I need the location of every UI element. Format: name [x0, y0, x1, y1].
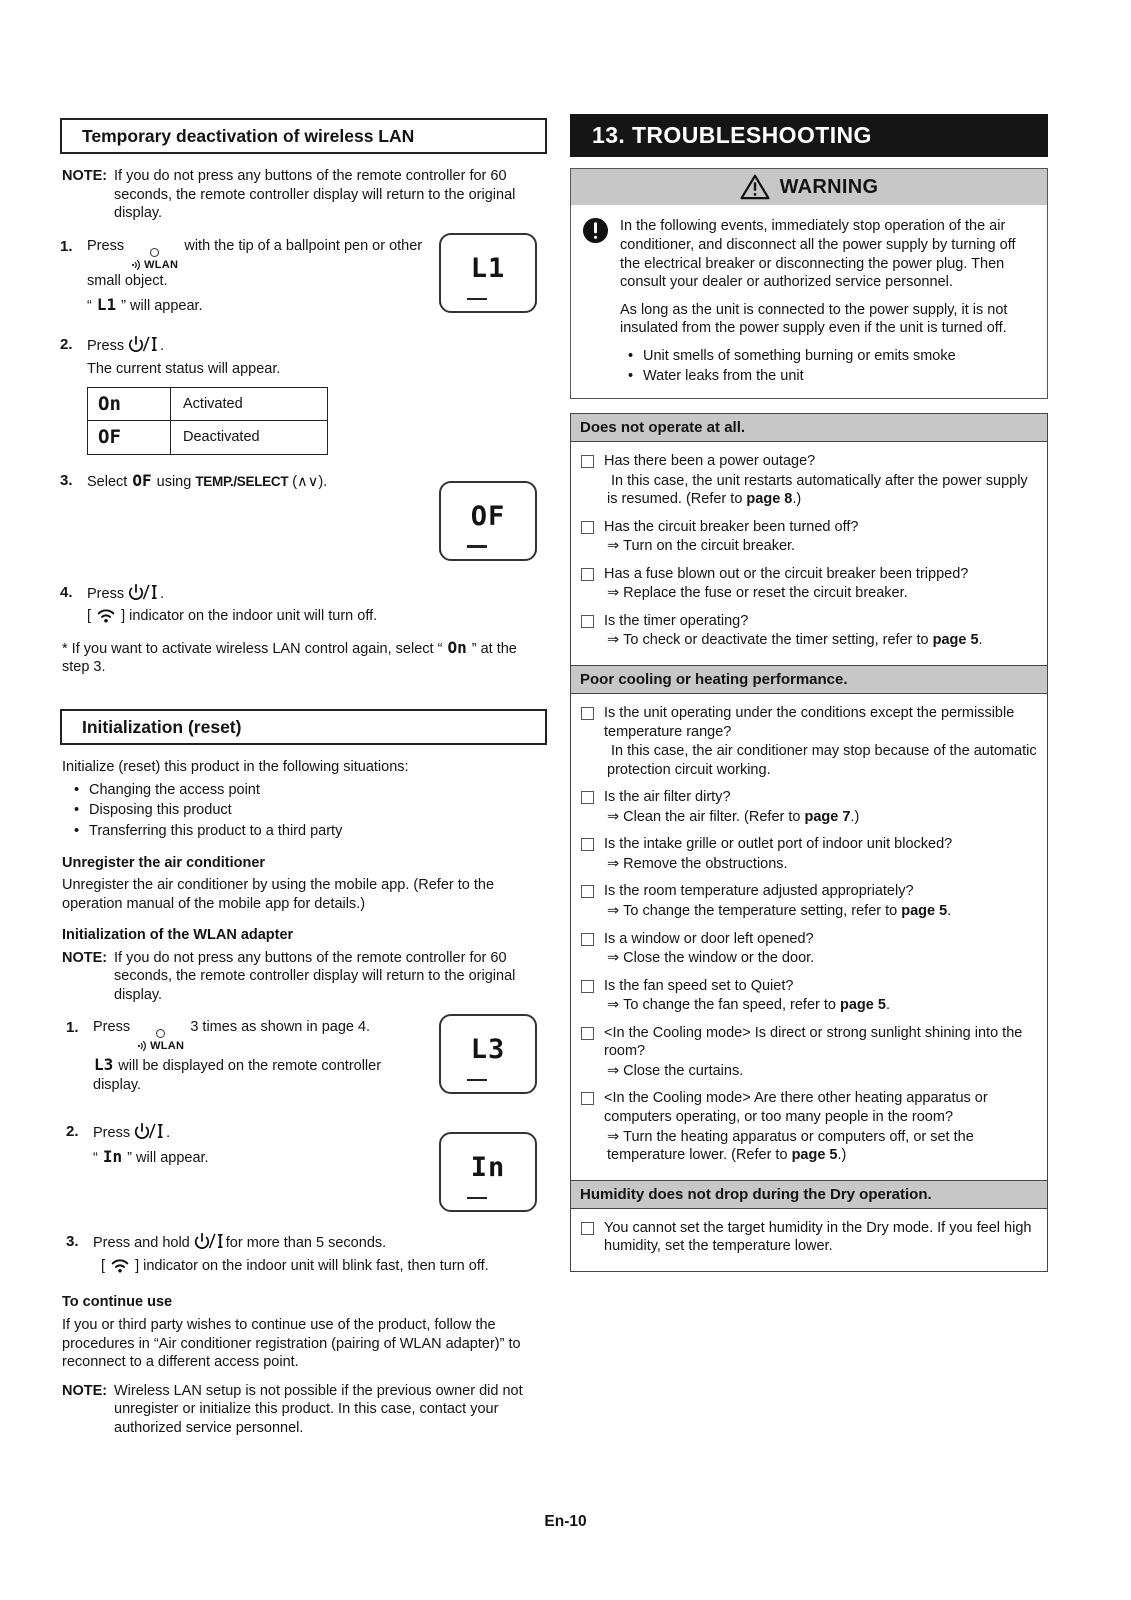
- status-table: [87, 387, 328, 455]
- step-subtext: [87, 607, 547, 626]
- step-text-post: .: [160, 338, 165, 355]
- step-subtext: [93, 1147, 427, 1168]
- trouble-answer: In this case, the unit restarts automatically after the power supply is resumed. (Refer to page 8.): [607, 472, 1028, 508]
- wlan-button-icon: [130, 248, 178, 272]
- arrow-icon: ⇒: [607, 997, 620, 1014]
- arrow-icon: ⇒: [607, 538, 620, 555]
- trouble-answer: ⇒ Close the window or the door.: [607, 950, 815, 967]
- step-text-post: .: [160, 585, 165, 602]
- page-ref: page 5: [791, 1147, 838, 1164]
- note-block: [62, 167, 547, 223]
- checkbox-icon: [581, 1092, 594, 1105]
- trouble-question: Is the unit operating under the conditions except the permissible temperature range?: [604, 705, 1015, 740]
- step-text-pre: Press: [93, 1125, 131, 1142]
- trouble-answer: ⇒ To change the temperature setting, refer to page 5.: [607, 903, 952, 920]
- status-code: OF: [88, 421, 171, 454]
- trouble-answer: ⇒ To change the fan speed, refer to page 5.: [607, 997, 890, 1014]
- step-text: [87, 471, 427, 492]
- button-hole-icon: [156, 1029, 165, 1038]
- step-2: [60, 335, 547, 459]
- trouble-item: [579, 704, 1037, 779]
- step-text: [93, 1018, 427, 1053]
- trouble-answer: ⇒ Turn the heating apparatus or computers off, or set the temperature lower. (Refer to page 5.): [607, 1128, 974, 1164]
- step-text-pre: Press and hold: [93, 1235, 190, 1252]
- page-ref: page 8: [746, 491, 793, 508]
- bullet-icon: •: [74, 822, 80, 839]
- step-text: [87, 237, 427, 291]
- step-number: 2.: [60, 336, 73, 354]
- trouble-item: [579, 835, 1037, 873]
- step-text-pre: Select: [87, 473, 128, 490]
- trouble-item: [579, 1089, 1037, 1164]
- arrow-icon: ⇒: [607, 585, 620, 602]
- warning-paragraph-1: In the following events, immediately stop operation of the air conditioner, and disconnect all the power supply by turning off the electrical breaker or disconnecting the power plug. Then consult your dealer or authorized service personnel.: [620, 218, 1016, 291]
- list-item: [628, 367, 1035, 386]
- list-item: [74, 822, 547, 841]
- trouble-item: [579, 882, 1037, 920]
- bracket-open: [: [87, 608, 92, 625]
- trouble-answer: ⇒ Clean the air filter. (Refer to page 7.): [607, 808, 860, 825]
- trouble-item: [579, 1219, 1037, 1256]
- power-icon: [134, 1122, 166, 1140]
- trouble-question: Has there been a power outage?: [604, 453, 816, 469]
- checkbox-icon: [581, 1027, 594, 1040]
- bullet-icon: •: [74, 781, 80, 798]
- quote-open: “: [93, 1149, 98, 1166]
- checkbox-icon: [581, 838, 594, 851]
- trouble-question: You cannot set the target humidity in the Dry mode. If you feel high humidity, set the temperature lower.: [604, 1219, 1032, 1255]
- step-text: [87, 335, 547, 356]
- segment-glyph: On: [447, 637, 467, 657]
- bracket-close-text: ] indicator on the indoor unit will turn off.: [121, 608, 378, 625]
- trouble-answer: ⇒ Turn on the circuit breaker.: [607, 538, 796, 555]
- checkbox-icon: [581, 933, 594, 946]
- quote-open: “: [87, 297, 92, 314]
- step-body: [93, 1018, 427, 1104]
- step-number: 3.: [66, 1233, 79, 1251]
- step-subtext: [93, 1055, 427, 1094]
- trouble-question: Is a window or door left opened?: [604, 930, 814, 947]
- paragraph-continue-use: If you or third party wishes to continue use of the product, follow the procedures in “Air conditioner registration (pairing of WLAN adapter)” to reconnect to a different access point.: [62, 1316, 521, 1371]
- step-number: 3.: [60, 471, 73, 489]
- step-number: 1.: [66, 1019, 79, 1037]
- trouble-answer: ⇒ Replace the fuse or reset the circuit breaker.: [607, 585, 908, 602]
- step-text-post: 3 times as shown in page 4.: [190, 1019, 371, 1036]
- display-dash: [467, 1079, 487, 1082]
- trouble-question: Has a fuse blown out or the circuit breaker been tripped?: [604, 565, 969, 582]
- trouble-question: Is the air filter dirty?: [604, 789, 731, 806]
- trouble-question: Has the circuit breaker been turned off?: [604, 518, 859, 535]
- display-dash: [467, 1197, 487, 1200]
- trouble-question: Is the fan speed set to Quiet?: [604, 977, 794, 994]
- step-text: [87, 583, 547, 604]
- step-text-post: (∧∨).: [292, 473, 328, 490]
- note-text: If you do not press any buttons of the remote controller for 60 seconds, the remote controller display will return to the original display.: [114, 949, 516, 1003]
- note-text: If you do not press any buttons of the remote controller for 60 seconds, the remote controller display will return to the original display.: [114, 168, 516, 222]
- step-number: 1.: [60, 238, 73, 256]
- checkbox-icon: [581, 885, 594, 898]
- trouble-answer: ⇒ To check or deactivate the timer setting, refer to page 5.: [607, 632, 983, 649]
- warning-header: [571, 169, 1047, 205]
- warning-text: [620, 217, 1035, 389]
- bullet-icon: •: [628, 347, 634, 364]
- step-body: [87, 583, 547, 626]
- remote-display: [439, 1014, 537, 1094]
- step-body: [87, 471, 427, 557]
- step-1: [60, 237, 547, 323]
- status-label: Activated: [171, 388, 328, 421]
- trouble-question: <In the Cooling mode> Are there other heating apparatus or computers operating, or too many people in the room?: [604, 1090, 988, 1125]
- footnote-post: ” at the step 3.: [62, 640, 517, 676]
- init-bullet-list: [60, 781, 547, 841]
- power-icon: [194, 1232, 226, 1250]
- wifi-indicator-icon: [109, 1257, 131, 1273]
- section-title-initialization: Initialization (reset): [60, 709, 547, 745]
- warning-bullet-list: [620, 347, 1035, 386]
- display-glyph: L3: [470, 1034, 506, 1066]
- trouble-question: Is the intake grille or outlet port of indoor unit blocked?: [604, 836, 953, 853]
- power-icon: [128, 335, 160, 353]
- segment-glyph: L3: [94, 1055, 114, 1075]
- step-text: [93, 1232, 547, 1253]
- bullet-text: Transferring this product to a third party: [89, 822, 343, 839]
- checkbox-icon: [581, 568, 594, 581]
- step-subtext: The current status will appear.: [87, 360, 281, 377]
- step-text-post: for more than 5 seconds.: [225, 1235, 387, 1252]
- step-body: [87, 237, 427, 323]
- segment-glyph: L1: [96, 294, 117, 314]
- page-ref: page 5: [901, 903, 948, 920]
- arrow-icon: ⇒: [607, 950, 620, 967]
- right-column: [570, 114, 1048, 1272]
- bullet-text: Unit smells of something burning or emits smoke: [643, 347, 956, 364]
- trouble-question: Is the room temperature adjusted appropriately?: [604, 883, 914, 900]
- warning-title: WARNING: [779, 175, 879, 198]
- checkbox-icon: [581, 1222, 594, 1235]
- bullet-icon: •: [628, 368, 634, 385]
- step-text-pre: Press: [87, 585, 125, 602]
- troubleshooting-table: [570, 413, 1048, 1272]
- bullet-text: Water leaks from the unit: [643, 368, 804, 385]
- left-column: [60, 118, 547, 1451]
- step-body: [93, 1122, 427, 1208]
- step-text-pre: Press: [87, 238, 125, 255]
- trouble-question: <In the Cooling mode> Is direct or strong sunlight shining into the room?: [604, 1024, 1023, 1060]
- display-glyph: L1: [470, 253, 506, 285]
- wlan-button-label: WLAN: [150, 1040, 185, 1053]
- wifi-icon: [132, 259, 142, 272]
- display-dash: [467, 298, 487, 301]
- heading-continue-use: To continue use: [62, 1294, 173, 1311]
- init-step-2: [66, 1122, 547, 1208]
- warning-body: [571, 205, 1047, 397]
- bullet-text: Changing the access point: [89, 781, 260, 798]
- arrow-icon: ⇒: [607, 855, 620, 872]
- wifi-icon: [138, 1040, 148, 1053]
- warning-triangle-icon: [740, 174, 770, 200]
- checkbox-icon: [581, 615, 594, 628]
- init-intro: Initialize (reset) this product in the following situations:: [62, 759, 409, 776]
- step-text-mid: using: [156, 473, 192, 490]
- page-number: En-10: [544, 1513, 587, 1530]
- remote-display: [439, 1132, 537, 1212]
- temp-select-label: TEMP./SELECT: [195, 473, 289, 489]
- remote-display: [439, 233, 537, 313]
- step-text-post: with the tip of a ballpoint pen or other small object.: [87, 238, 423, 290]
- power-icon: [128, 583, 160, 601]
- note-block: [62, 1382, 547, 1438]
- step-subtext: [101, 1257, 547, 1276]
- footnote: [62, 638, 547, 677]
- trouble-section-items: [571, 694, 1047, 1179]
- page-ref: page 5: [840, 997, 886, 1014]
- warning-paragraph-2: As long as the unit is connected to the power supply, it is not insulated from the power supply even if the unit is turned off.: [620, 301, 1008, 337]
- note-text: Wireless LAN setup is not possible if the previous owner did not unregister or initialize this product. In this case, contact your authorized service personnel.: [114, 1382, 523, 1436]
- trouble-section-header: Poor cooling or heating performance.: [571, 665, 1047, 694]
- trouble-item: [579, 1024, 1037, 1081]
- trouble-item: [579, 977, 1037, 1015]
- trouble-section-header: Does not operate at all.: [571, 414, 1047, 442]
- step-body: [87, 335, 547, 459]
- step-4: [60, 583, 547, 626]
- bracket-close-text: ] indicator on the indoor unit will blink fast, then turn off.: [135, 1257, 489, 1274]
- step-text-pre: Press: [87, 338, 125, 355]
- list-item: [628, 347, 1035, 366]
- troubleshooting-banner: 13. TROUBLESHOOTING: [570, 114, 1048, 157]
- section-title-wireless-deactivation: Temporary deactivation of wireless LAN: [60, 118, 547, 154]
- remote-display: [439, 481, 537, 561]
- button-hole-icon: [150, 248, 159, 257]
- footnote-pre: * If you want to activate wireless LAN control again, select “: [62, 640, 443, 657]
- trouble-question: Is the timer operating?: [604, 612, 749, 629]
- note-label: NOTE:: [62, 1382, 108, 1399]
- note-label: NOTE:: [62, 168, 108, 185]
- note-label: NOTE:: [62, 949, 108, 966]
- trouble-section-header: Humidity does not drop during the Dry operation.: [571, 1180, 1047, 1209]
- checkbox-icon: [581, 980, 594, 993]
- step-number: 4.: [60, 583, 73, 601]
- step-3: [60, 471, 547, 557]
- table-row: [88, 421, 328, 454]
- trouble-item: [579, 612, 1037, 650]
- trouble-item: [579, 788, 1037, 826]
- table-row: [88, 388, 328, 421]
- exclamation-column: [579, 217, 611, 389]
- trouble-section-items: [571, 442, 1047, 665]
- arrow-icon: ⇒: [607, 1128, 620, 1145]
- step-subtext-post: will be displayed on the remote controller display.: [93, 1058, 382, 1093]
- list-item: [74, 781, 547, 800]
- step-text-pre: Press: [93, 1019, 131, 1036]
- init-step-1: [66, 1018, 547, 1104]
- quote-close: ” will appear.: [127, 1149, 209, 1166]
- wlan-button-label: WLAN: [144, 259, 179, 272]
- bullet-icon: •: [74, 802, 80, 819]
- trouble-item: [579, 930, 1037, 968]
- step-text: [93, 1122, 427, 1143]
- segment-glyph: OF: [132, 470, 152, 490]
- page-ref: page 7: [804, 808, 851, 825]
- init-step-3: [66, 1232, 547, 1275]
- trouble-item: [579, 518, 1037, 556]
- arrow-icon: ⇒: [607, 1062, 620, 1079]
- arrow-icon: ⇒: [607, 808, 620, 825]
- page-ref: page 5: [932, 632, 979, 649]
- arrow-icon: ⇒: [607, 632, 620, 649]
- arrow-icon: ⇒: [607, 903, 620, 920]
- list-item: [74, 801, 547, 820]
- trouble-answer: ⇒ Remove the obstructions.: [607, 855, 788, 872]
- display-dash: [467, 545, 487, 548]
- wifi-indicator-icon: [95, 607, 117, 623]
- step-text-post: .: [166, 1125, 171, 1142]
- segment-glyph: In: [102, 1146, 123, 1166]
- checkbox-icon: [581, 707, 594, 720]
- checkbox-icon: [581, 455, 594, 468]
- heading-unregister: Unregister the air conditioner: [62, 854, 266, 871]
- status-code: On: [88, 388, 171, 421]
- checkbox-icon: [581, 791, 594, 804]
- bracket-open: [: [101, 1257, 106, 1274]
- warning-box: [570, 168, 1048, 398]
- step-subtext: [87, 295, 427, 316]
- checkbox-icon: [581, 521, 594, 534]
- trouble-answer: ⇒ Close the curtains.: [607, 1062, 744, 1079]
- paragraph-unregister: Unregister the air conditioner by using the mobile app. (Refer to the operation manual of the mobile app for details.): [62, 877, 495, 912]
- step-number: 2.: [66, 1123, 79, 1141]
- display-glyph: In: [470, 1152, 506, 1184]
- exclamation-icon: [582, 217, 609, 244]
- trouble-answer: In this case, the air conditioner may stop because of the automatic protection circuit working.: [607, 743, 1037, 778]
- heading-wlan-init: Initialization of the WLAN adapter: [62, 927, 294, 944]
- trouble-section-items: [571, 1209, 1047, 1271]
- wlan-button-icon: [136, 1029, 184, 1053]
- status-label: Deactivated: [171, 421, 328, 454]
- note-block: [62, 949, 547, 1005]
- display-glyph: OF: [470, 500, 506, 532]
- step-body: [93, 1232, 547, 1275]
- trouble-item: [579, 452, 1037, 509]
- bullet-text: Disposing this product: [89, 802, 232, 819]
- quote-close: ” will appear.: [121, 297, 203, 314]
- trouble-item: [579, 565, 1037, 603]
